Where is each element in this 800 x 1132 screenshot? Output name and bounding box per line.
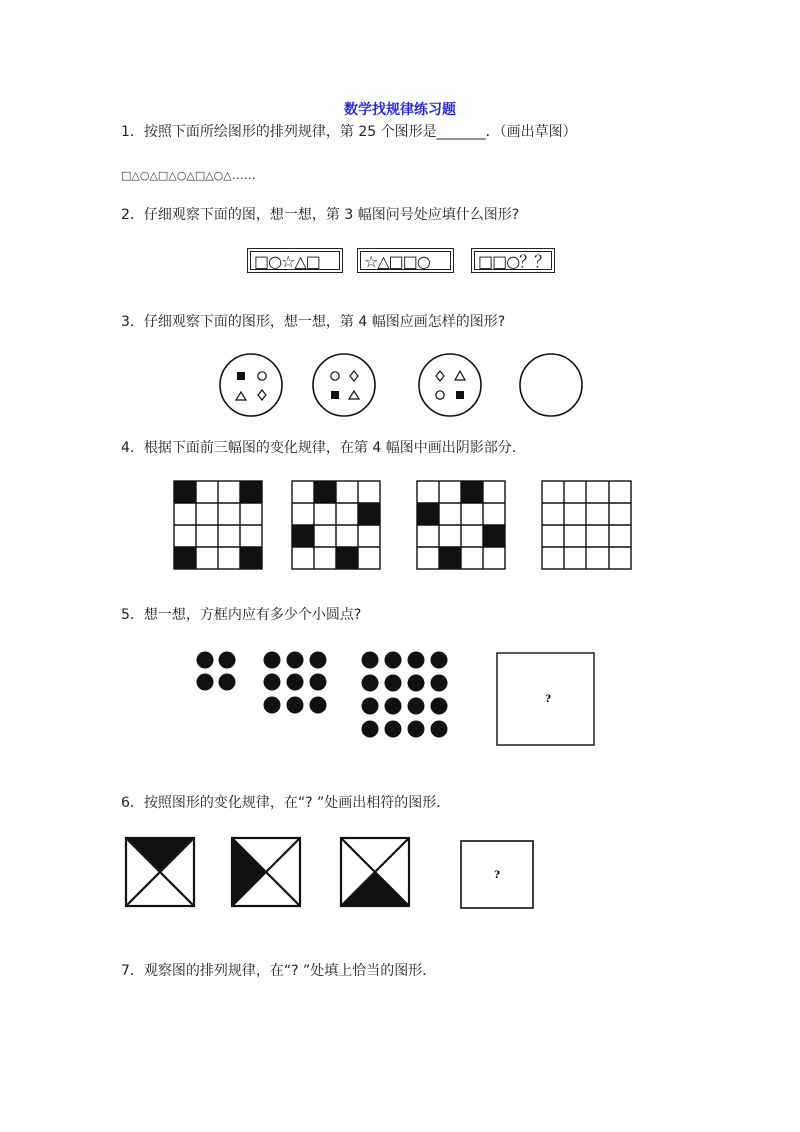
question-7: 7．观察图的排列规律，在“? ”处填上恰当的图形． <box>121 963 437 979</box>
q2-group-2: ☆△□□○ <box>360 251 451 270</box>
q6-square-2 <box>232 838 300 906</box>
q2-group-3: □□○？？ <box>474 251 552 270</box>
q5-question-mark: ? <box>545 694 551 705</box>
q6-square-1 <box>126 838 194 906</box>
page-title: 数学找规律练习题 <box>344 102 456 118</box>
q2-group-1: □○☆△□ <box>250 251 340 270</box>
q6-square-3 <box>341 838 409 906</box>
question-1: 1．按照下面所绘图形的排列规律，第 25 个图形是_______．（画出草图） <box>121 124 577 140</box>
question-2: 2．仔细观察下面的图，想一想，第 3 幅图问号处应填什么图形? <box>121 207 520 223</box>
q6-question-mark: ? <box>494 870 500 881</box>
question-3: 3．仔细观察下面的图形，想一想，第 4 幅图应画怎样的图形? <box>121 314 506 330</box>
question-6: 6．按照图形的变化规律，在“? ”处画出相符的图形． <box>121 795 451 811</box>
question-5: 5．想一想，方框内应有多少个小圆点? <box>121 607 362 623</box>
q1-shapes: □△○△□△○△□△○△ <box>121 169 232 182</box>
q1-ellipsis: …… <box>231 168 256 182</box>
question-4: 4．根据下面前三幅图的变化规律，在第 4 幅图中画出阴影部分． <box>121 440 526 456</box>
